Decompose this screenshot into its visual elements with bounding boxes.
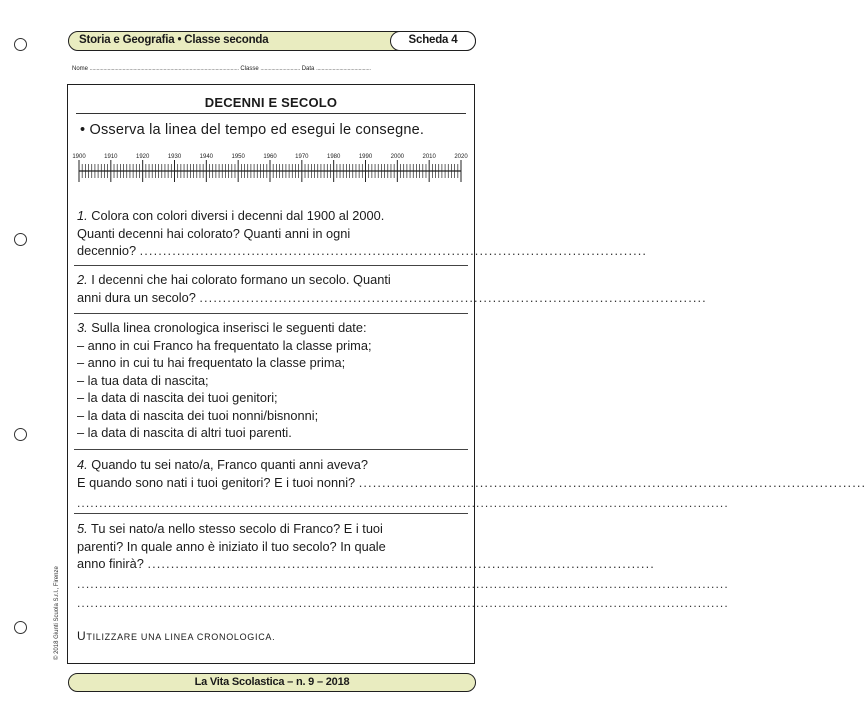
data-label: Data — [301, 66, 315, 72]
exercise-4-number: 4. — [77, 457, 88, 472]
exercise-divider — [74, 265, 468, 266]
exercise-1-line-1: Colora con colori diversi i decenni dal 1900 al 2000. — [87, 208, 385, 223]
instruction-text: • Osserva la linea del tempo ed esegui le consegne. — [80, 122, 425, 138]
timeline-label: 1940 — [199, 154, 214, 160]
exercise-4-line-2: E quando sono nati i tuoi genitori? E i tuoi nonni? — [77, 474, 359, 490]
timeline-label: 1980 — [326, 154, 341, 160]
exercise-4 — [77, 456, 866, 491]
exercise-4-line-1: Quando tu sei nato/a, Franco quanti anni aveva? — [87, 457, 368, 472]
exercise-3-line-3: – anno in cui tu hai frequentato la classe prima; — [77, 355, 346, 370]
exercise-1 — [77, 207, 648, 260]
hint-text: UTILIZZARE UNA LINEA CRONOLOGICA. — [77, 629, 276, 643]
exercise-1-line-2: Quanti decenni hai colorato? Quanti anni in ogni — [77, 225, 351, 241]
name-class-date-row — [72, 66, 472, 72]
nome-label: Nome — [72, 66, 89, 72]
exercise-3-line-2: – anno in cui Franco ha frequentato la classe prima; — [77, 337, 372, 353]
data-field[interactable]: ........................................ — [316, 66, 371, 72]
answer-field-2[interactable]: ............................................................................................................. — [199, 289, 707, 305]
exercise-1-line-3: decennio? — [77, 243, 140, 258]
timeline-label: 1930 — [167, 154, 182, 160]
timeline-ruler — [72, 151, 468, 191]
worksheet-title: DECENNI E SECOLO — [204, 95, 338, 110]
classe-field[interactable]: ............................. — [260, 66, 301, 72]
exercise-2-number: 2. — [77, 272, 88, 287]
subject-label: Storia e Geografia • Classe seconda — [79, 34, 269, 46]
exercise-3-line-6: – la data di nascita dei tuoi nonni/bisnonni; — [77, 407, 319, 423]
exercise-1-number: 1. — [77, 208, 88, 223]
binder-hole-3 — [14, 428, 27, 441]
sheet-label: Scheda 4 — [390, 31, 476, 51]
nome-field[interactable]: ............................................................................................................. — [89, 66, 239, 72]
exercise-2-line-2: anni dura un secolo? — [77, 289, 200, 305]
answer-field-5[interactable]: ............................................................................................................. — [147, 556, 655, 571]
timeline-label: 1920 — [135, 154, 150, 160]
exercise-5-number: 5. — [77, 521, 88, 536]
exercise-divider — [74, 513, 468, 514]
answer-field-4[interactable]: ............................................................................................................. — [358, 474, 866, 490]
exercise-3-line-7: – la data di nascita di altri tuoi parenti. — [77, 425, 292, 440]
copyright-text: © 2018 Giunti Scuola S.r.l., Firenze — [54, 566, 60, 660]
footer-bar: La Vita Scolastica – n. 9 – 2018 — [68, 673, 476, 692]
exercise-5-line-2: parenti? In quale anno è iniziato il tuo secolo? In quale — [77, 538, 386, 554]
exercise-3-line-5: – la data di nascita dei tuoi genitori; — [77, 390, 278, 405]
timeline-label: 2000 — [390, 154, 405, 160]
exercise-5-line-3: anno finirà? — [77, 556, 148, 571]
header-bar — [68, 31, 476, 51]
binder-hole-4 — [14, 621, 27, 634]
timeline-label: 1970 — [295, 154, 309, 160]
timeline-label: 1910 — [104, 154, 118, 160]
exercise-2 — [77, 271, 707, 306]
exercise-5 — [77, 520, 655, 573]
timeline-label: 2020 — [454, 154, 468, 160]
exercise-5-line-1: Tu sei nato/a nello stesso secolo di Franco? E i tuoi — [87, 521, 383, 536]
timeline-label: 1960 — [263, 154, 277, 160]
answer-line-4b[interactable]: ................................................................................................................................................... — [77, 496, 729, 510]
exercise-3-number: 3. — [77, 320, 88, 335]
worksheet-card — [67, 84, 866, 664]
timeline-label: 2010 — [422, 154, 436, 160]
exercise-2-line-1: I decenni che hai colorato formano un secolo. Quanti — [87, 272, 391, 287]
exercise-3 — [77, 319, 461, 442]
exercise-divider — [74, 449, 468, 450]
exercise-3-line-1: Sulla linea cronologica inserisci le seguenti date: — [87, 320, 367, 335]
classe-label: Classe — [240, 66, 259, 72]
answer-field-1[interactable]: ............................................................................................................. — [139, 243, 648, 258]
answer-line-5b[interactable]: ................................................................................................................................................... — [77, 577, 729, 591]
exercise-divider — [74, 313, 468, 314]
binder-hole-1 — [14, 38, 27, 51]
exercise-3-line-4: – la tua data di nascita; — [77, 372, 209, 388]
answer-line-5c[interactable]: ................................................................................................................................................... — [77, 596, 729, 610]
timeline-label: 1950 — [231, 154, 245, 160]
title-divider — [76, 113, 466, 114]
timeline-label: 1900 — [72, 154, 86, 160]
binder-hole-2 — [14, 233, 27, 246]
timeline-label: 1990 — [358, 154, 373, 160]
